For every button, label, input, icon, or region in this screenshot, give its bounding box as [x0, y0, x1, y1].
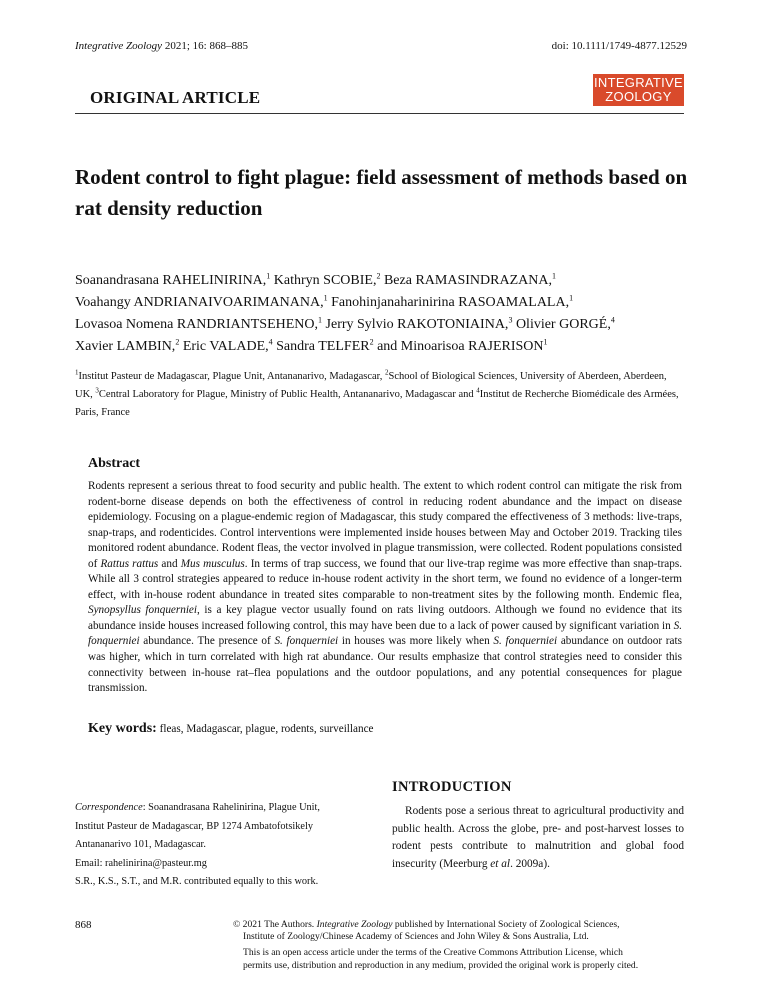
- author: Fanohinjanaharinirina RASOAMALALA,$^1$: [327, 293, 574, 310]
- journal-citation: 2021; 16: 868–885: [162, 40, 248, 52]
- author: Lovasoa Nomena RANDRIANTSEHENO,$^1$: [75, 315, 323, 332]
- keywords-list: fleas, Madagascar, plague, rodents, surveillance: [156, 723, 374, 735]
- license-footer: © 2021 The Authors. Integrative Zoology published by International Society of Zoological Sciences, Institute of Zoology/Chinese Academy of Sciences and John Wiley & Sons Australia, Ltd. This is an open access article under the terms of the Creative Commons Attribution License, which permits use, distribution and reproduction in any medium, provided the original work is properly cited.: [233, 919, 639, 971]
- affiliation: Institut Pasteur de Madagascar, Plague Unit, Antananarivo, Madagascar,: [78, 371, 385, 382]
- author: and Minoarisoa RAJERISON$^1$: [373, 337, 548, 354]
- introduction-body: Rodents pose a serious threat to agricultural productivity and public health. Across the globe, pre- and post-harvest losses to rodent pests contribute to malnutrition and global food insecurity (Meerburg et al. 2009a).: [392, 805, 684, 870]
- keywords-heading: Key words:: [88, 721, 157, 736]
- article-title: Rodent control to fight plague: field assessment of methods based on rat density reduction: [75, 165, 688, 220]
- author: Eric VALADE,$^4$: [179, 337, 273, 354]
- doi[interactable]: doi: 10.1111/1749-4877.12529: [551, 40, 687, 52]
- author: Olivier GORGÉ,$^4$: [512, 315, 615, 332]
- article-type-label: ORIGINAL ARTICLE: [90, 88, 261, 107]
- affiliations: $^1$Institut Pasteur de Madagascar, Plague Unit, Antananarivo, Madagascar, $^2$School of Biological Sciences, University of Aberdeen, Aberdeen, UK, $^3$Central Laboratory for Plague, Ministry of Public Health, Antananarivo, Madagascar and $^4$Institut de Recherche Biomédicale des Armées, Paris, France: [75, 368, 679, 418]
- affiliation: School of Biological Sciences, University of Aberdeen, Aberdeen, UK,: [75, 371, 667, 400]
- author: Jerry Sylvio RAKOTONIAINA,$^3$: [322, 315, 513, 332]
- author: Voahangy ANDRIANAIVOARIMANANA,$^1$: [75, 293, 328, 310]
- author-list: [75, 270, 695, 358]
- affiliation: Institut de Recherche Biomédicale des Armées, Paris, France: [75, 389, 679, 418]
- author: Xavier LAMBIN,$^2$: [75, 337, 180, 354]
- author: Sandra TELFER$^2$: [272, 337, 374, 354]
- logo-line-2: ZOOLOGY: [605, 89, 672, 104]
- journal-name: Integrative Zoology: [75, 40, 163, 52]
- correspondence-block: Correspondence: Soanandrasana Rahelinirina, Plague Unit, Institut Pasteur de Madagascar, BP 1274 Ambatofotsikely Antananarivo 101, Madagascar. Email: rahelinirina@pasteur.mg S.R., K.S., S.T., and M.R. contributed equally to this work.: [75, 799, 375, 892]
- journal-logo: [593, 74, 684, 106]
- correspondence-label: Correspondence: [75, 802, 143, 813]
- affiliation: Central Laboratory for Plague, Ministry of Public Health, Antananarivo, Madagascar and: [98, 389, 477, 400]
- keywords: [88, 721, 682, 737]
- page-number: 868: [75, 919, 92, 931]
- header-rule: [75, 113, 684, 114]
- introduction-heading: INTRODUCTION: [392, 779, 512, 795]
- author: Soanandrasana RAHELINIRINA,$^1$: [75, 271, 271, 288]
- author: Beza RAMASINDRAZANA,$^1$: [380, 271, 556, 288]
- logo-line-1: INTEGRATIVE: [593, 75, 683, 90]
- running-head-journal: [75, 40, 248, 52]
- author: Kathryn SCOBIE,$^2$: [270, 271, 381, 288]
- abstract-heading: Abstract: [88, 456, 141, 471]
- abstract-body: Rodents represent a serious threat to food security and public health. The extent to which rodent control can mitigate the risk from rodent-borne disease depends on both the effectiveness of control in reducing rodent abundance and the impact on disease epidemiology. Focusing on a plague-endemic region of Madagascar, this study compared the effectiveness of 3 methods: live-traps, snap-traps, and rodenticides. Control interventions were implemented inside houses between May and October 2019. Tracking tiles monitored rodent abundance. Rodent fleas, the vector involved in plague transmission, were collected. Rodent populations consisted of Rattus rattus and Mus musculus. In terms of trap success, we found that our live-trap regime was more effective than snap-traps. While all 3 control strategies appeared to reduce in-house rodent activity in the short term, we found no evidence of a longer-term effect, with in-house rodent abundance in treated sites comparable to non-treatment sites by the following month. Endemic flea, Synopsyllus fonquerniei, is a key plague vector usually found on rats living outdoors. Although we found no evidence that its abundance inside houses increased following control, this may have been due to a lack of power caused by significant variation in S. fonquerniei abundance. The presence of S. fonquerniei in houses was more likely when S. fonquerniei abundance on outdoor rats was higher, which in turn correlated with high rat abundance. Our results emphasize that control strategies need to consider this connectivity between in-house rat–flea populations and the outdoor populations, and any potential consequences for plague transmission.: [88, 480, 683, 695]
- correspondence-email[interactable]: Email: rahelinirina@pasteur.mg: [75, 857, 207, 869]
